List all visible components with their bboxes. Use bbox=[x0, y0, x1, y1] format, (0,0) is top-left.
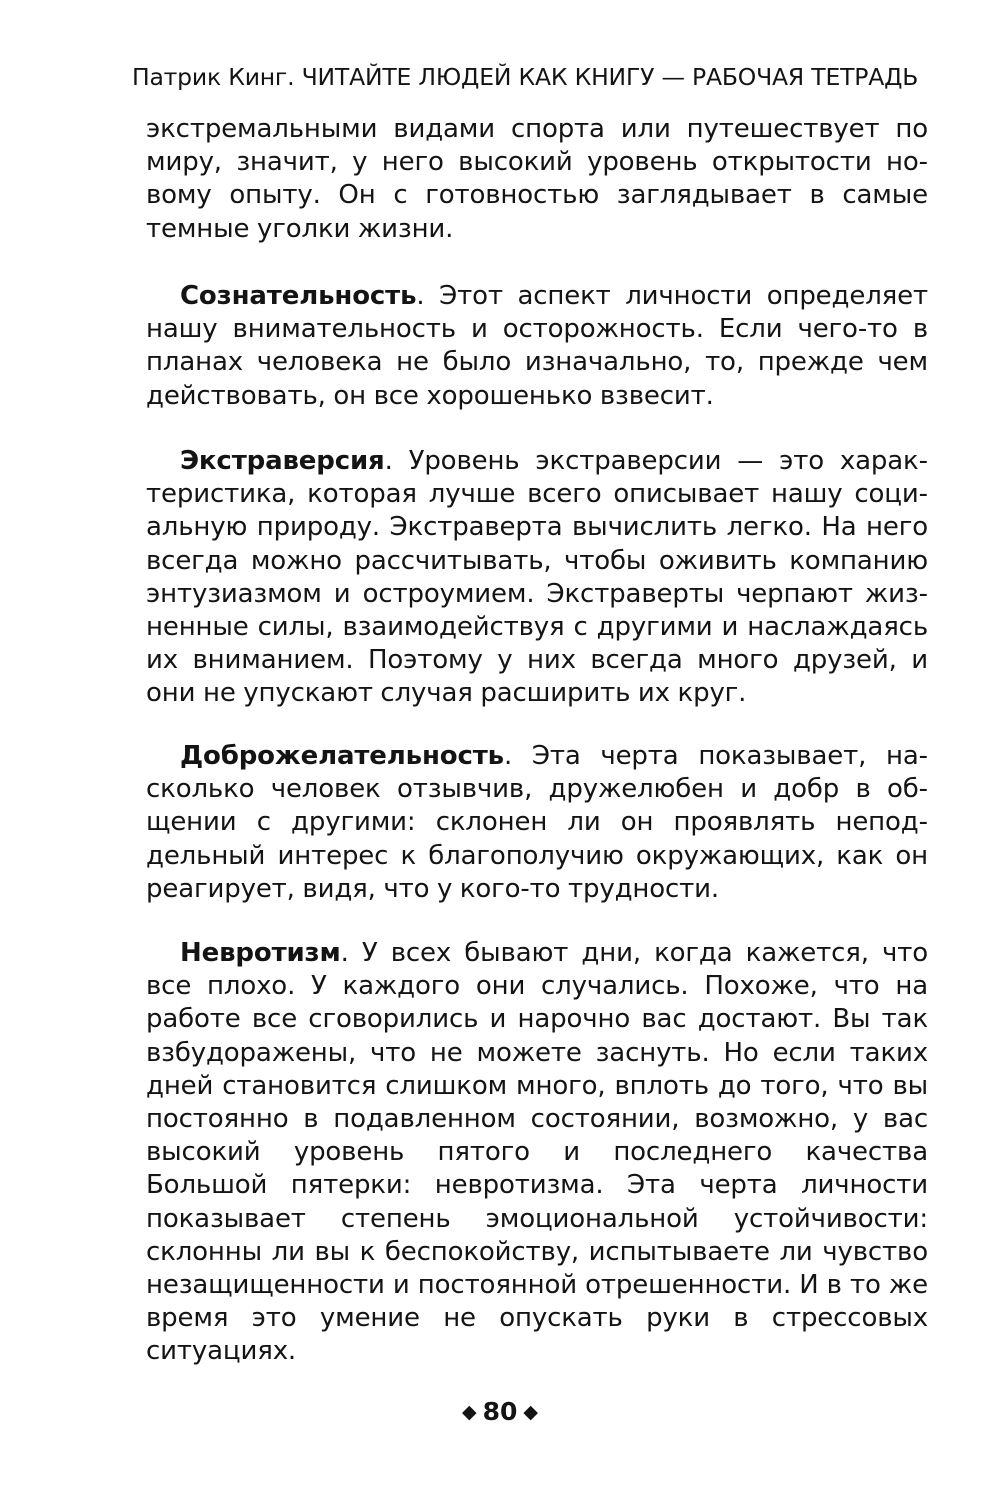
paragraph-extraversion bbox=[146, 445, 928, 711]
paragraph-continuation bbox=[146, 113, 928, 246]
paragraph-text: . У всех бывают дни, когда кажется, что все плохо. У каждого они случались. Похоже, что на работе все сговорились и нарочно вас достают. Вы так взбудоражены, что не можете заснуть. Но если таких дней становится слишком много, вплоть до того, что вы постоянно в подавленном состоянии, возможно, у вас высокий уровень пятого и последнего качества Большой пятерки: невротизма. Эта черта личности показывает степень эмоциональной устойчивости: склонны ли вы к беспокойству, испытываете ли чувство незащищенности и постоянной отрешенности. И в то же время это умение не опускать руки в стрессовых ситуациях. bbox=[146, 938, 928, 1367]
term-extraversion: Экстраверсия bbox=[180, 446, 385, 476]
page-number: 80 bbox=[482, 1397, 518, 1426]
paragraph-agreeableness bbox=[146, 740, 928, 906]
paragraph-text: . Этот аспект личности определяет нашу внимательность и осторожность. Если чего-то в планах человека не было изначально, то, прежде чем действовать, он все хорошенько взвесит. bbox=[146, 281, 928, 411]
paragraph-neuroticism bbox=[146, 937, 928, 1369]
paragraph-text: . Эта черта показывает, насколько человек отзывчив, дружелюбен и добр в общении с другими: склонен ли он проявлять неподдельный интерес к благополучию окружающих, как он реагирует, видя, что у кого-то трудности. bbox=[146, 741, 928, 904]
term-neuroticism: Невротизм bbox=[180, 938, 341, 968]
running-head: Патрик Кинг. ЧИТАЙТЕ ЛЮДЕЙ КАК КНИГУ — РАБОЧАЯ ТЕТРАДЬ bbox=[132, 63, 919, 91]
term-conscientiousness: Сознательность bbox=[180, 281, 417, 311]
paragraph-conscientiousness bbox=[146, 280, 928, 413]
term-agreeableness: Доброжелательность bbox=[180, 741, 504, 771]
page-footer bbox=[0, 1397, 1000, 1426]
diamond-ornament-icon: ◆ bbox=[461, 1401, 477, 1423]
paragraph-text: экстремальными видами спорта или путешествует по миру, значит, у него высокий уровень открытости новому опыту. Он с готовностью заглядывает в самые темные уголки жизни. bbox=[146, 114, 928, 244]
paragraph-text: . Уровень экстраверсии — это характеристика, которая лучше всего описывает нашу социальную природу. Экстраверта вычислить легко. На него всегда можно рассчитывать, чтобы оживить компанию энтузиазмом и остроумием. Экстраверты черпают жизненные силы, взаимодействуя с другими и наслаждаясь их вниманием. Поэтому у них всегда много друзей, и они не упускают случая расширить их круг. bbox=[146, 446, 928, 709]
diamond-ornament-icon: ◆ bbox=[523, 1401, 539, 1423]
